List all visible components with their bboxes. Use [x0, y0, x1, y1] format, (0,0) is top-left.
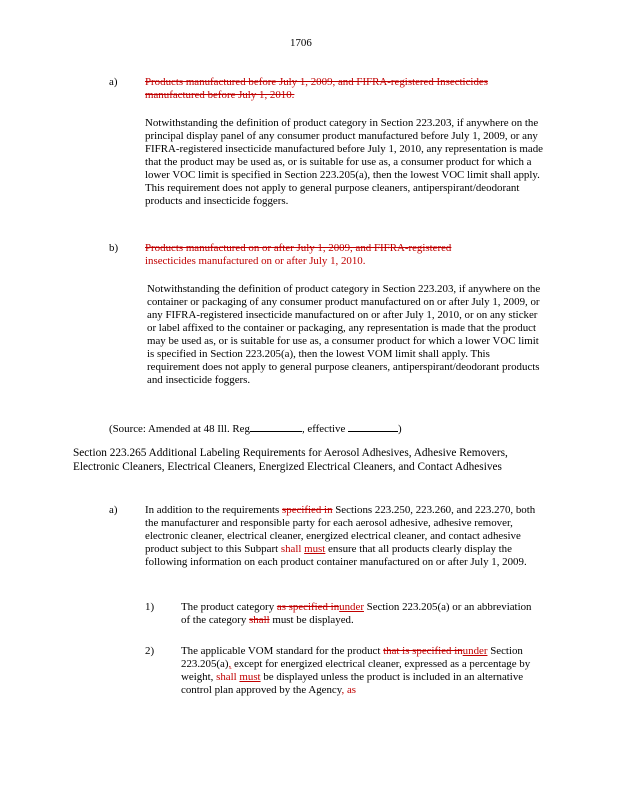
sub2-body — [181, 645, 541, 697]
s2-deleted-1: that is specified in — [383, 645, 463, 657]
item-b-heading-deleted: Products manufactured on or after July 1, 2009, and FIFRA-registered — [145, 242, 452, 254]
s1-deleted-2: shall — [249, 614, 270, 626]
section-a-body — [145, 504, 545, 569]
item-b-label: b) — [109, 242, 119, 254]
source-prefix: (Source: Amended at 48 Ill. Reg — [109, 423, 250, 435]
source-blank-effective — [348, 421, 398, 432]
s1-text-1: The product category — [181, 601, 277, 613]
s2-text-3: except for energized electrical cleaner, expressed as a percentage by weight, — [181, 658, 531, 683]
sub2-label: 2) — [145, 645, 155, 657]
sa-text-2: Sections 223.250, 223.260, and 223.270, both the manufacturer and responsible party for each aerosol adhesive, adhesive remover, electronic cleaner, electrical cleaner, energized electrical cleaner, and contact adhesive product subject to this Subpart — [145, 504, 536, 555]
s2-must: must — [239, 671, 261, 683]
s2-text-5: be displayed unless the product is included in an alternative control plan approved by the Agency — [181, 671, 524, 696]
section-heading: Section 223.265 Additional Labeling Requirements for Aerosol Adhesives, Adhesive Removers, Electronic Cleaners, Electrical Cleaners, Energized Electrical Cleaners, and Contact Adhesives — [73, 447, 508, 473]
source-suffix: ) — [398, 423, 402, 435]
sa-inserted-1: shall — [280, 543, 302, 555]
item-a-body: Notwithstanding the definition of product category in Section 223.203, if anywhere on the principal display panel of any consumer product manufactured before July 1, 2009, or any FIFRA-registered insecticide manufactured before July 1, 2010, any representation is made that the product may be used as, or is suitable for use as, a consumer product for which a lower VOC limit is specified in Section 223.205(a), then the lowest VOC limit shall apply. This requirement does not apply to general purpose cleaners, antiperspirant/deodorant products and insecticide foggers. — [145, 117, 543, 207]
sub1-body — [181, 601, 541, 627]
s1-text-2: Section 223.205(a) or an abbreviation of the category — [181, 601, 532, 626]
source-note — [109, 421, 402, 436]
sa-text-1: In addition to the requirements — [145, 504, 283, 516]
source-middle: , effective — [301, 423, 349, 435]
source-blank-reg — [250, 421, 302, 432]
item-a-label: a) — [109, 76, 118, 88]
sa-must: must — [304, 543, 326, 555]
item-b-heading-inserted: insecticides manufactured on or after July 1, 2010. — [145, 255, 366, 267]
item-a-heading: Products manufactured before July 1, 2009, and FIFRA-registered Insecticides manufactured before July 1, 2010. — [145, 76, 488, 101]
sa-deleted-1: specified in — [282, 504, 333, 516]
item-b-body: Notwithstanding the definition of product category in Section 223.203, if anywhere on the container or packaging of any consumer product manufactured on or after July 1, 2009, or any FIFRA-registered insecticide manufactured on or after July 1, 2010, or on any sticker or label affixed to the container or packaging, any representation is made that the product may be used as, or is suitable for use as, a consumer product for which a lower VOC limit is specified in Section 223.205(a), then the lowest VOM limit shall apply. This requirement does not apply to general purpose cleaners, antiperspirant/deodorant products and insecticide foggers. — [147, 283, 541, 386]
sub1-label: 1) — [145, 601, 155, 613]
s1-text-3: must be displayed. — [269, 614, 354, 626]
item-b-heading — [145, 242, 540, 268]
section-a-label: a) — [109, 504, 118, 516]
s2-inserted-1: under — [462, 645, 488, 657]
s1-inserted-1: under — [339, 601, 364, 613]
s1-deleted-1: as specified in — [276, 601, 340, 613]
page-number: 1706 — [290, 37, 312, 49]
s2-inserted-4: , as — [341, 684, 357, 696]
sa-text-4: ensure that all products clearly display the following information on each product container manufactured on or after July 1, 2009. — [145, 543, 527, 568]
s2-text-1: The applicable VOM standard for the product — [181, 645, 384, 657]
s2-inserted-3: shall — [216, 671, 237, 683]
s2-text-2: Section 223.205(a) — [181, 645, 523, 670]
s2-inserted-2: , — [228, 658, 232, 670]
